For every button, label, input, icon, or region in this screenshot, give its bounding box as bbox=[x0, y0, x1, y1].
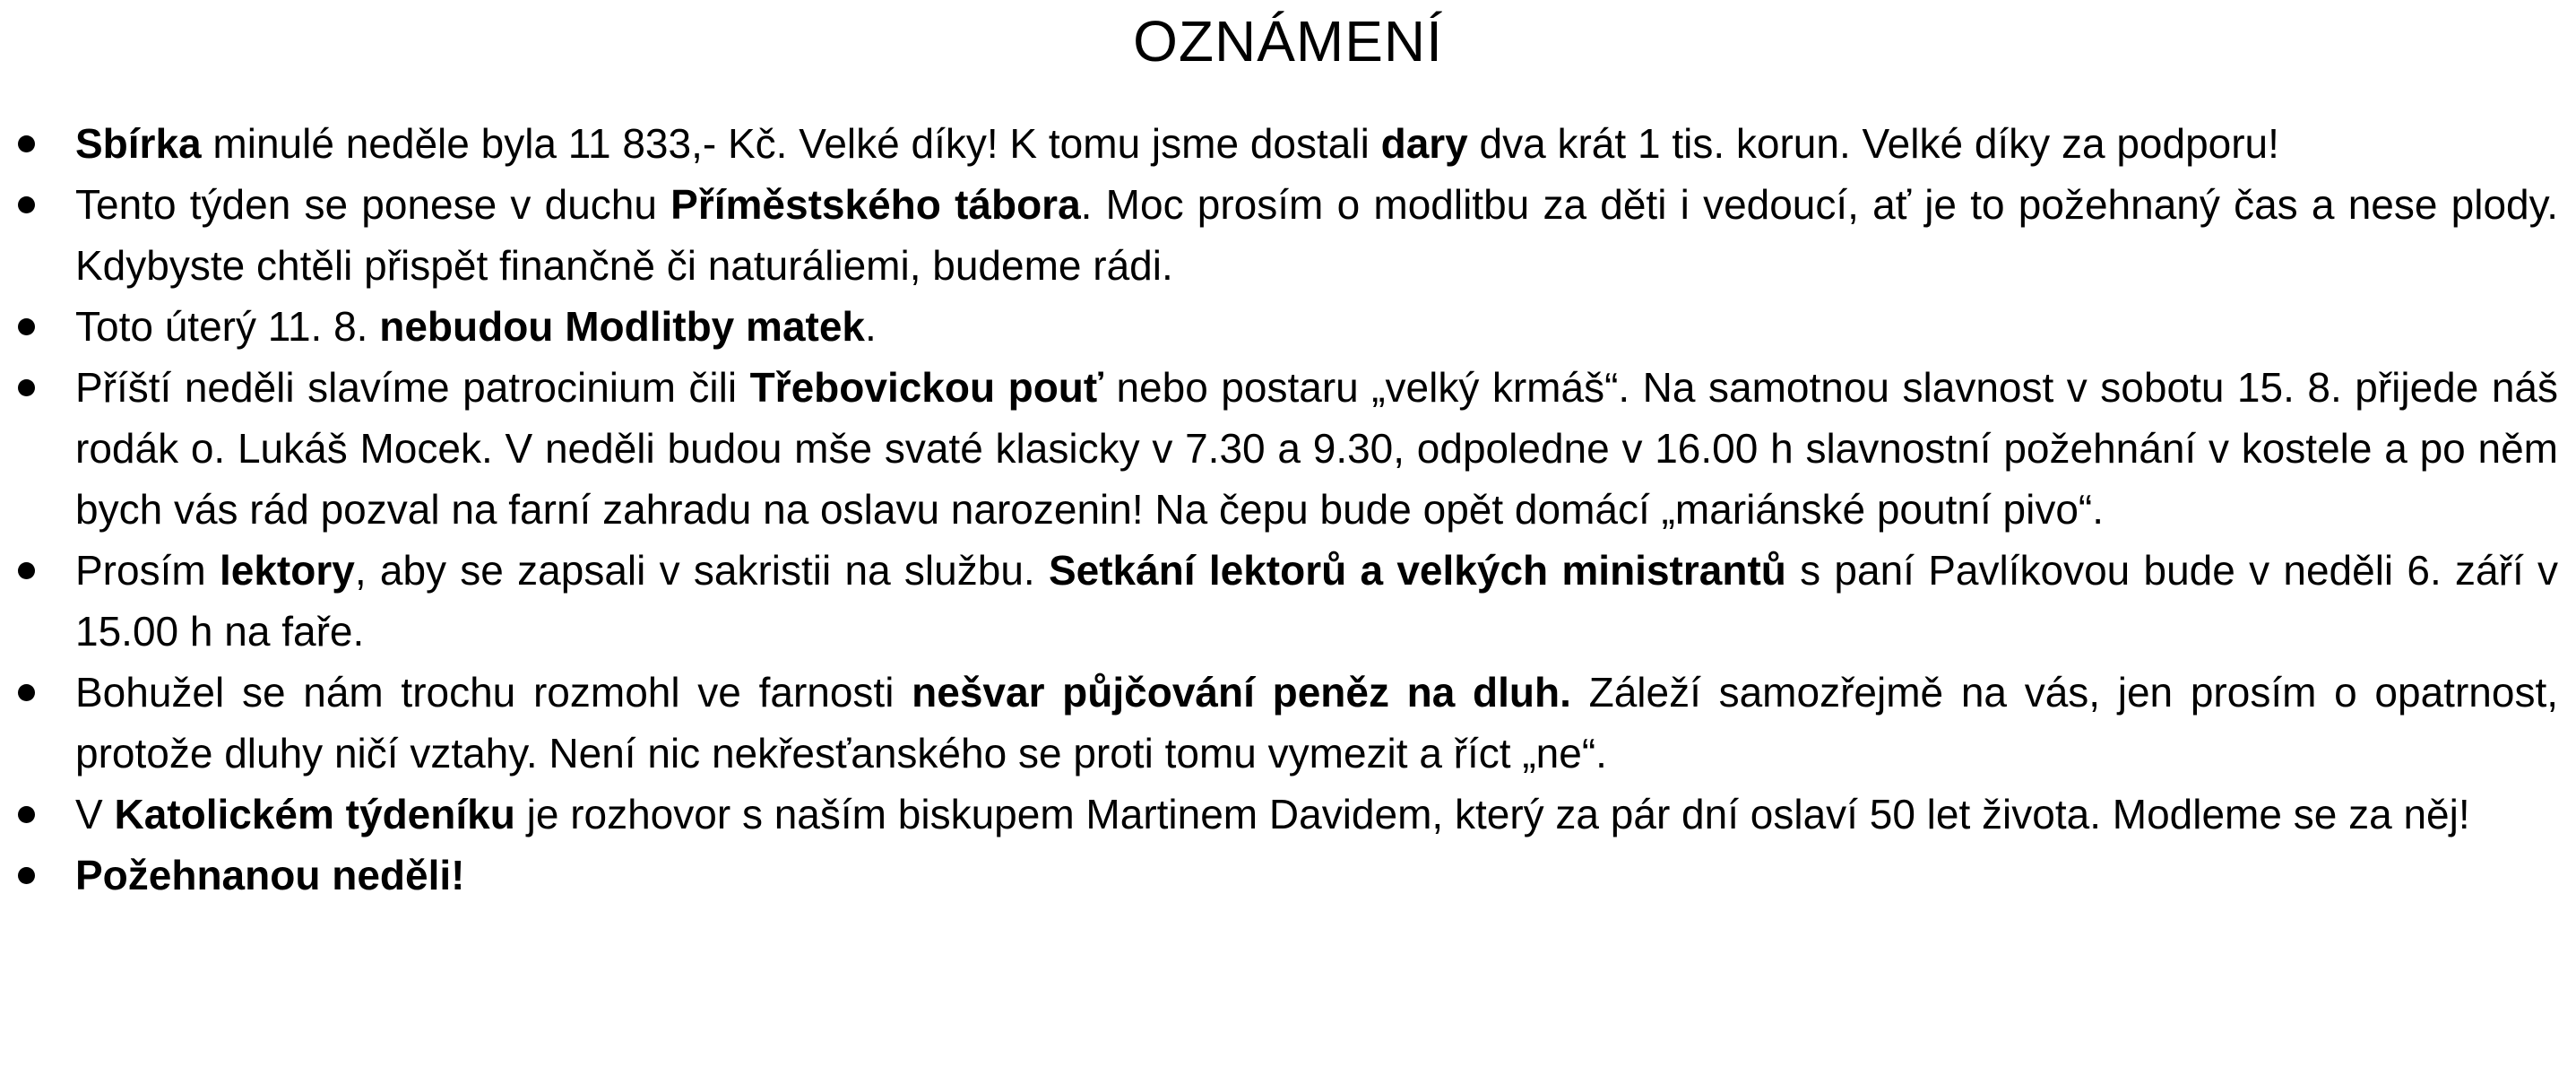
bold-text: nešvar půjčování peněz na dluh. bbox=[912, 669, 1571, 716]
text-segment: nebo postaru „velký krmáš“. Na samotnou slavnost v sobotu 15. 8. přijede náš rodák o. Lukáš Mocek. V neděli budou mše svaté klasicky v 7.30 a 9.30, odpoledne v 16.00 h slavnostní požehnání v kostele a po něm bych vás rád pozval na farní zahradu na oslavu narozenin! Na čepu bude opět domácí „mariánské poutní pivo“. bbox=[75, 364, 2558, 533]
announcement-list bbox=[0, 113, 2576, 906]
announcement-item bbox=[0, 784, 2576, 845]
bullet-icon bbox=[18, 379, 35, 396]
bullet-icon bbox=[18, 684, 35, 701]
text-segment: Bohužel se nám trochu rozmohl ve farnosti bbox=[75, 669, 912, 716]
bold-text: dary bbox=[1380, 120, 1468, 167]
bullet-icon bbox=[18, 196, 35, 213]
bullet-icon bbox=[18, 806, 35, 823]
bold-text: Požehnanou neděli! bbox=[75, 852, 465, 898]
text-segment: s paní Pavlíkovou bude v neděli 6. září v 15.00 h na faře. bbox=[75, 547, 2558, 655]
text-segment: Toto úterý 11. 8. bbox=[75, 303, 380, 350]
announcement-item bbox=[0, 357, 2576, 540]
bullet-icon bbox=[18, 562, 35, 579]
bold-text: Třebovickou pouť bbox=[749, 364, 1103, 411]
text-segment: . Moc prosím o modlitbu za děti i vedoucí, ať je to požehnaný čas a nese plody. Kdybyste chtěli přispět finančně či naturáliemi, budeme rádi. bbox=[75, 181, 2558, 289]
bold-text: Katolickém týdeníku bbox=[114, 791, 515, 837]
text-segment: , aby se zapsali v sakristii na službu. bbox=[354, 547, 1049, 594]
bold-text: lektory bbox=[219, 547, 355, 594]
bold-text: Příměstského tábora bbox=[670, 181, 1081, 228]
announcement-item bbox=[0, 662, 2576, 784]
announcement-item bbox=[0, 296, 2576, 357]
bold-text: Setkání lektorů a velkých ministrantů bbox=[1048, 547, 1786, 594]
announcement-item bbox=[0, 540, 2576, 662]
bold-text: nebudou Modlitby matek bbox=[379, 303, 866, 350]
bullet-icon bbox=[18, 867, 35, 884]
announcement-item bbox=[0, 113, 2576, 174]
text-segment: Prosím bbox=[75, 547, 220, 594]
announcement-item bbox=[0, 174, 2576, 296]
bold-text: Sbírka bbox=[75, 120, 202, 167]
text-segment: dva krát 1 tis. korun. Velké díky za podporu! bbox=[1467, 120, 2279, 167]
announcement-item bbox=[0, 845, 2576, 906]
bullet-icon bbox=[18, 135, 35, 152]
bullet-icon bbox=[18, 318, 35, 335]
text-segment: . bbox=[865, 303, 877, 350]
page-title: OZNÁMENÍ bbox=[1133, 9, 1443, 74]
text-segment: Tento týden se ponese v duchu bbox=[75, 181, 671, 228]
text-segment: je rozhovor s naším biskupem Martinem Davidem, který za pár dní oslaví 50 let života. Modleme se za něj! bbox=[514, 791, 2470, 837]
text-segment: Záleží samozřejmě na vás, jen prosím o opatrnost, protože dluhy ničí vztahy. Není nic nekřesťanského se proti tomu vymezit a říct „ne“. bbox=[75, 669, 2559, 776]
text-segment: V bbox=[75, 791, 115, 837]
text-segment: Příští neděli slavíme patrocinium čili bbox=[75, 364, 750, 411]
text-segment: minulé neděle byla 11 833,- Kč. Velké díky! K tomu jsme dostali bbox=[201, 120, 1381, 167]
